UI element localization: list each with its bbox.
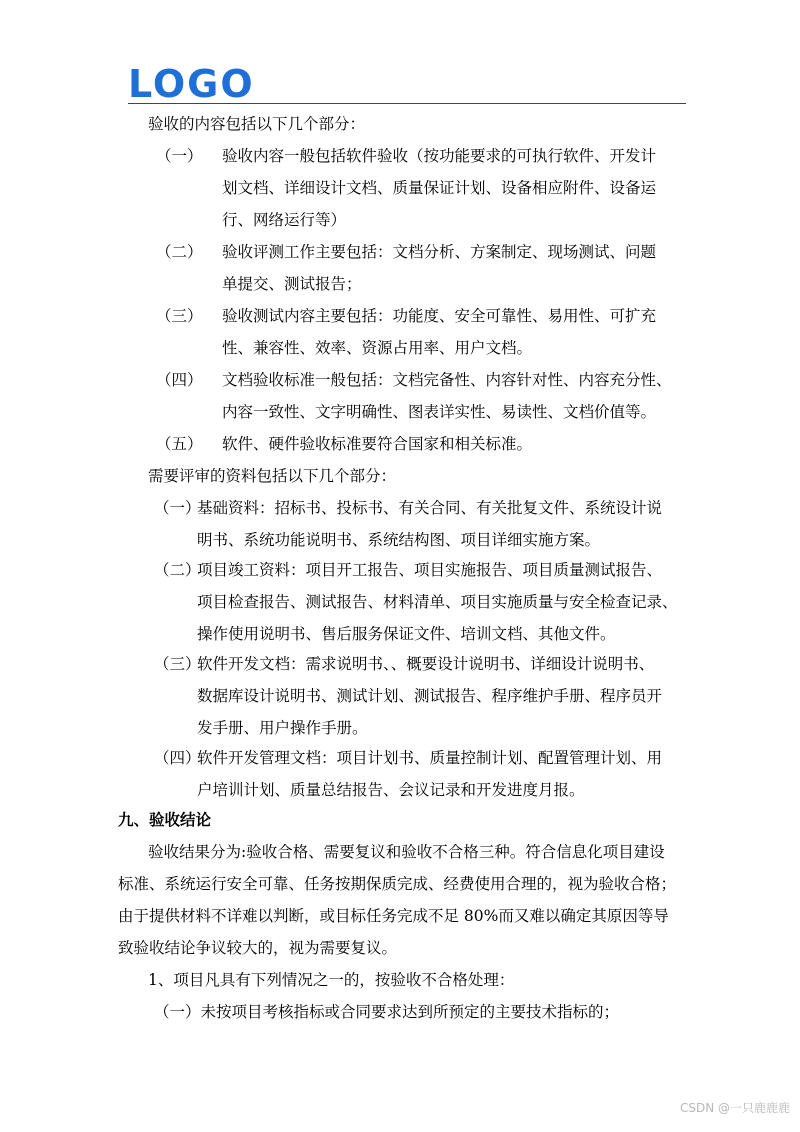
intro-text: 验收的内容包括以下几个部分：: [148, 115, 366, 133]
list-item-text: 内容一致性、文字明确性、图表详实性、易读性、文档价值等。: [222, 403, 657, 421]
paragraph-line: 致验收结论争议较大的，视为需要复议。: [118, 939, 398, 957]
section-heading: 九、验收结论: [118, 810, 212, 829]
numbered-point: 1、项目凡具有下列情况之一的，按验收不合格处理：: [148, 971, 515, 989]
watermark: CSDN @一只鹿鹿鹿: [679, 1101, 790, 1115]
list-item-text: 明书、系统功能说明书、系统结构图、项目详细实施方案。: [197, 531, 601, 549]
list-item-text: 项目检查报告、测试报告、材料清单、项目实施质量与安全检查记录、: [197, 593, 678, 611]
list-item-number: （二）: [156, 243, 203, 261]
list-item-text: 验收测试内容主要包括：功能度、安全可靠性、易用性、可扩充: [222, 307, 657, 325]
list-item-number: （五）: [156, 435, 203, 453]
list-item-number: （四）: [154, 749, 201, 767]
list-item-text: 户培训计划、质量总结报告、会议记录和开发进度月报。: [197, 781, 585, 799]
list-item-number: （四）: [156, 371, 203, 389]
header-divider: [128, 103, 686, 104]
list-item-text: 操作使用说明书、售后服务保证文件、培训文档、其他文件。: [197, 625, 616, 643]
list-item-text: 文档验收标准一般包括：文档完备性、内容针对性、内容充分性、: [222, 371, 672, 389]
list-item-text: 软件开发文档：需求说明书、、概要设计说明书、详细设计说明书、: [197, 655, 655, 673]
intro-text: 需要评审的资料包括以下几个部分：: [148, 467, 397, 485]
list-item-text: 软件开发管理文档：项目计划书、质量控制计划、配置管理计划、用: [197, 749, 663, 767]
list-item-text: 发手册、用户操作手册。: [197, 719, 368, 737]
list-item-text: 数据库设计说明书、测试计划、测试报告、程序维护手册、程序员开: [197, 687, 663, 705]
list-item-text: 划文档、详细设计文档、质量保证计划、设备相应附件、设备运: [222, 179, 657, 197]
list-item-text: 行、网络运行等）: [222, 211, 347, 229]
paragraph-line: 由于提供材料不详难以判断，或目标任务完成不足 80%而又难以确定其原因等导: [118, 907, 669, 925]
logo: LOGO: [128, 62, 255, 106]
paragraph-line: 验收结果分为:验收合格、需要复议和验收不合格三种。符合信息化项目建设: [148, 843, 665, 861]
list-item-number: （三）: [156, 307, 203, 325]
list-item-text: 项目竣工资料：项目开工报告、项目实施报告、项目质量测试报告、: [197, 561, 663, 579]
paragraph-line: 标准、系统运行安全可靠、任务按期保质完成、经费使用合理的，视为验收合格；: [118, 875, 677, 893]
list-item-text: 验收内容一般包括软件验收（按功能要求的可执行软件、开发计: [222, 147, 657, 165]
sub-point: （一）未按项目考核指标或合同要求达到所预定的主要技术指标的；: [154, 1003, 620, 1021]
list-item-number: （一）: [156, 147, 203, 165]
list-item-text: 基础资料：招标书、投标书、有关合同、有关批复文件、系统设计说: [197, 499, 663, 517]
list-item-text: 单提交、测试报告；: [222, 275, 362, 293]
list-item-number: （二）: [154, 561, 201, 579]
list-item-number: （一）: [154, 499, 201, 517]
list-item-text: 软件、硬件验收标准要符合国家和相关标准。: [222, 435, 533, 453]
list-item-text: 性、兼容性、效率、资源占用率、用户文档。: [222, 339, 533, 357]
list-item-number: （三）: [154, 655, 201, 673]
list-item-text: 验收评测工作主要包括：文档分析、方案制定、现场测试、问题: [222, 243, 657, 261]
